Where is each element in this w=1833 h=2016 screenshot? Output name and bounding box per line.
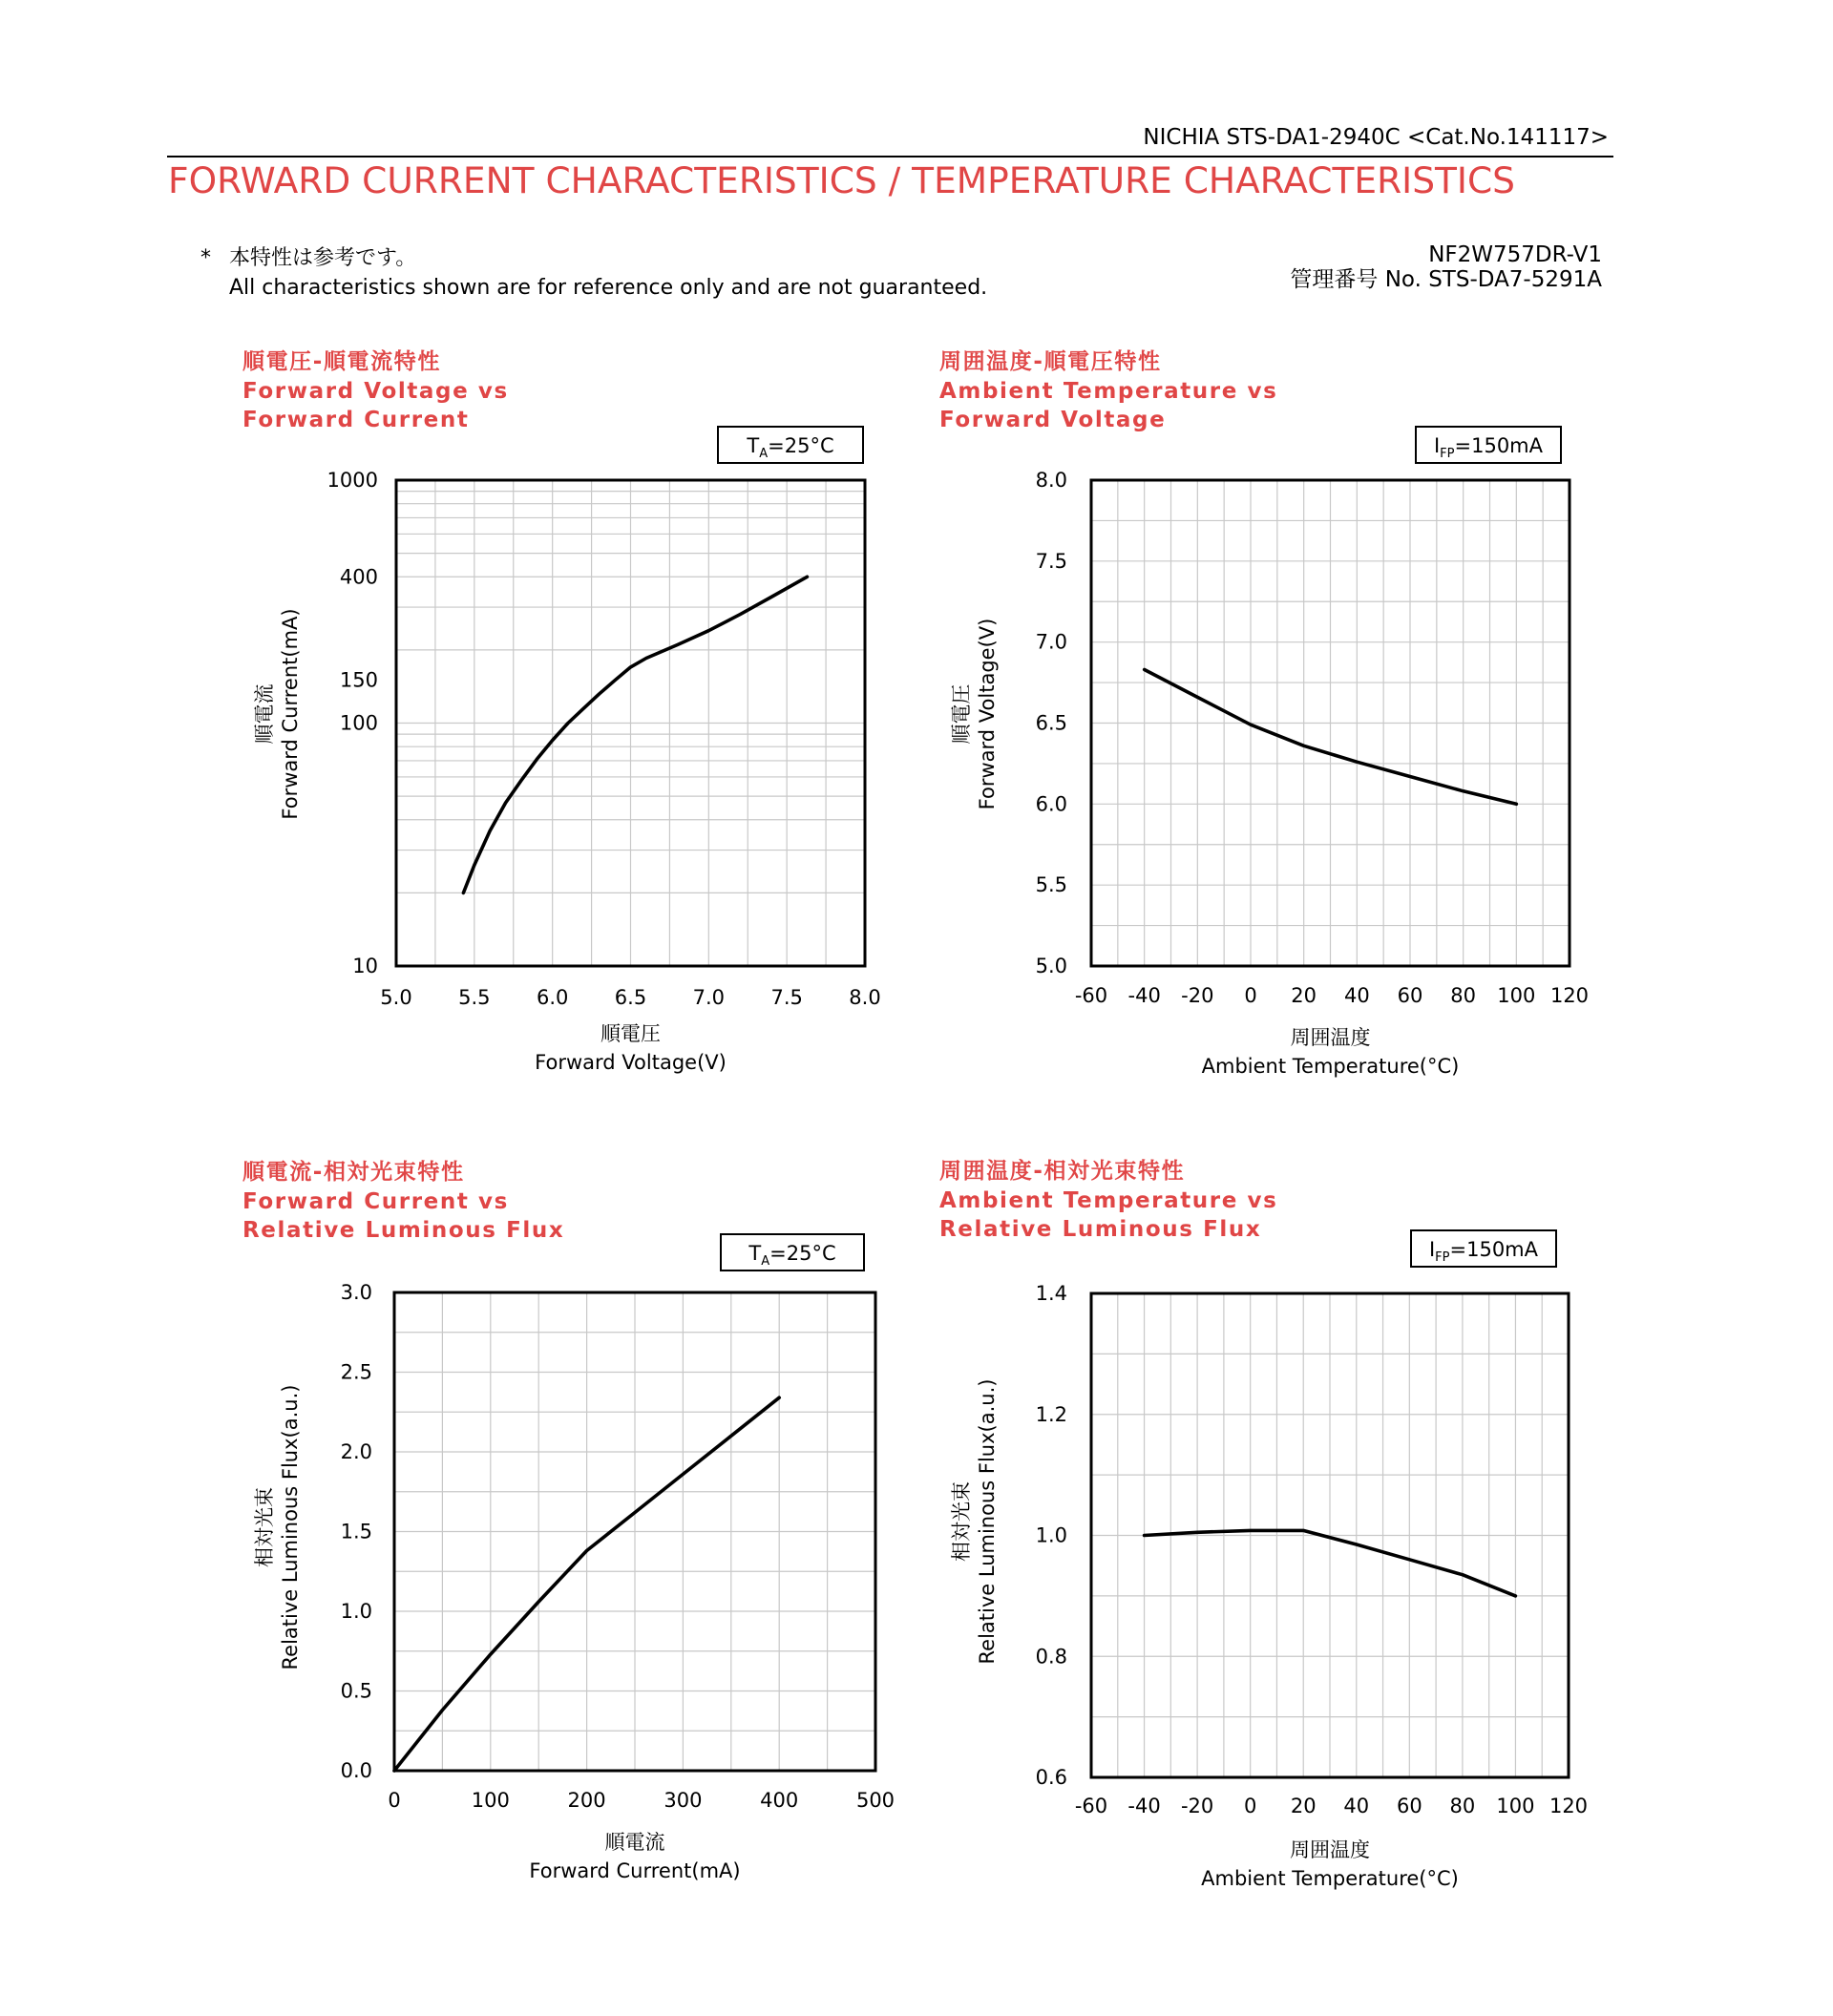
- x-tick-label: 5.5: [458, 986, 491, 1009]
- x-tick-label: 8.0: [849, 986, 881, 1009]
- x-tick-label: 7.0: [692, 986, 726, 1009]
- chart-ta-flux: [939, 1158, 1588, 1890]
- y-axis-label: Relative Luminous Flux(a.u.): [976, 1378, 999, 1665]
- part-number: NF2W757DR-V1: [1428, 242, 1602, 267]
- y-tick-label: 7.0: [1035, 630, 1067, 654]
- x-tick-label: -20: [1180, 1795, 1214, 1817]
- grid-lines: [1091, 480, 1570, 966]
- note-asterisk: *: [200, 246, 211, 270]
- chart-title-jp: 順電流-相対光束特性: [242, 1160, 465, 1185]
- doc-reference: NICHIA STS-DA1-2940C <Cat.No.141117>: [1143, 125, 1609, 150]
- y-tick-label: 5.5: [1035, 873, 1067, 897]
- y-axis-label-jp: 順電流: [253, 683, 276, 745]
- x-tick-label: 0: [1244, 984, 1257, 1007]
- y-tick-label: 2.0: [340, 1440, 372, 1463]
- condition-label: $I_{FP}=150mA$: [1433, 434, 1544, 461]
- y-axis-label-jp: 相対光束: [253, 1487, 276, 1567]
- x-tick-label: 100: [471, 1789, 510, 1812]
- y-tick-label: 0.6: [1035, 1766, 1067, 1789]
- chart-title-en-1: Forward Current vs: [242, 1189, 509, 1214]
- x-tick-label: 6.5: [614, 986, 647, 1009]
- x-axis-label-jp: 周囲温度: [1290, 1838, 1370, 1861]
- y-tick-label: 6.0: [1035, 792, 1067, 816]
- y-tick-label: 1000: [327, 469, 378, 492]
- chart-ta-vf: [939, 348, 1589, 1078]
- chart-title-en-2: Forward Voltage: [939, 408, 1167, 432]
- x-tick-label: -20: [1181, 984, 1214, 1007]
- chart-title-en-1: Ambient Temperature vs: [939, 379, 1278, 404]
- y-axis-label-jp: 相対光束: [950, 1481, 973, 1562]
- y-tick-label: 1.0: [340, 1600, 372, 1623]
- chart-if-flux: [242, 1159, 895, 1882]
- x-tick-label: 7.5: [770, 986, 803, 1009]
- y-axis-label: Forward Voltage(V): [976, 618, 999, 810]
- y-tick-label: 7.5: [1035, 549, 1067, 573]
- y-tick-label: 8.0: [1035, 469, 1067, 492]
- x-tick-label: -60: [1074, 984, 1108, 1007]
- series-line: [463, 577, 807, 892]
- x-tick-label: 60: [1396, 1795, 1422, 1817]
- x-tick-label: 120: [1549, 984, 1590, 1007]
- page-title: FORWARD CURRENT CHARACTERISTICS / TEMPERATURE CHARACTERISTICS: [168, 159, 1515, 201]
- x-axis-label: Forward Voltage(V): [535, 1051, 727, 1074]
- note-jp: 本特性は参考です。: [229, 246, 417, 270]
- chart-title-en-1: Ambient Temperature vs: [939, 1188, 1278, 1213]
- y-tick-label: 100: [339, 711, 378, 735]
- x-tick-label: 6.0: [536, 986, 569, 1009]
- grid-lines: [396, 480, 865, 966]
- chart-title-jp: 周囲温度-相対光束特性: [939, 1159, 1186, 1184]
- charts-layer: [242, 348, 1589, 1890]
- x-tick-label: 80: [1450, 984, 1477, 1007]
- x-tick-label: 60: [1397, 984, 1423, 1007]
- x-tick-label: 400: [760, 1789, 799, 1812]
- condition-label: $T_A=25^\circ C$: [748, 1242, 836, 1269]
- x-axis-label: Ambient Temperature(°C): [1201, 1055, 1460, 1078]
- condition-label: $T_A=25^\circ C$: [747, 434, 834, 461]
- y-tick-label: 2.5: [340, 1360, 372, 1384]
- y-tick-label: 5.0: [1035, 955, 1067, 977]
- x-tick-label: 80: [1449, 1795, 1476, 1817]
- y-axis-label-jp: 順電圧: [950, 683, 973, 745]
- condition-label: $I_{FP}=150mA$: [1428, 1238, 1539, 1265]
- chart-vf-if: [242, 348, 881, 1074]
- x-tick-label: -60: [1074, 1795, 1108, 1817]
- chart-title-en-1: Forward Voltage vs: [242, 379, 509, 404]
- y-tick-label: 10: [352, 955, 378, 977]
- chart-title-jp: 周囲温度-順電圧特性: [939, 349, 1162, 374]
- y-tick-label: 1.5: [340, 1520, 372, 1544]
- x-axis-label-jp: 周囲温度: [1290, 1026, 1371, 1049]
- x-tick-label: 40: [1343, 1795, 1370, 1817]
- chart-title-en-2: Forward Current: [242, 408, 470, 432]
- y-axis-label: Forward Current(mA): [279, 608, 302, 820]
- y-tick-label: 0.5: [340, 1679, 372, 1703]
- x-tick-label: 120: [1549, 1795, 1589, 1817]
- y-axis-label: Relative Luminous Flux(a.u.): [279, 1384, 302, 1670]
- x-axis-label: Forward Current(mA): [529, 1859, 741, 1882]
- x-tick-label: 20: [1291, 984, 1317, 1007]
- y-tick-label: 0.8: [1035, 1645, 1067, 1669]
- y-tick-label: 1.2: [1035, 1402, 1067, 1426]
- x-axis-label: Ambient Temperature(°C): [1201, 1867, 1459, 1890]
- x-axis-label-jp: 順電流: [604, 1831, 665, 1854]
- x-axis-label-jp: 順電圧: [600, 1022, 661, 1045]
- y-tick-label: 400: [339, 565, 378, 589]
- x-tick-label: 100: [1496, 1795, 1535, 1817]
- note-en: All characteristics shown are for reference only and are not guaranteed.: [229, 276, 988, 300]
- x-tick-label: 0: [388, 1789, 401, 1812]
- x-tick-label: 5.0: [380, 986, 412, 1009]
- y-tick-label: 1.4: [1035, 1282, 1067, 1305]
- y-tick-label: 1.0: [1035, 1523, 1067, 1547]
- chart-title-jp: 順電圧-順電流特性: [242, 349, 441, 374]
- y-tick-label: 0.0: [340, 1759, 372, 1782]
- x-tick-label: -40: [1127, 1795, 1161, 1817]
- chart-title-en-2: Relative Luminous Flux: [939, 1217, 1262, 1242]
- x-tick-label: 100: [1497, 984, 1536, 1007]
- x-tick-label: 500: [855, 1789, 895, 1812]
- x-tick-label: 40: [1343, 984, 1370, 1007]
- x-tick-label: -40: [1127, 984, 1161, 1007]
- y-tick-label: 6.5: [1035, 711, 1067, 735]
- grid-lines: [394, 1292, 875, 1771]
- chart-title-en-2: Relative Luminous Flux: [242, 1218, 565, 1243]
- x-tick-label: 200: [567, 1789, 606, 1812]
- x-tick-label: 20: [1290, 1795, 1317, 1817]
- control-number: 管理番号 No. STS-DA7-5291A: [1290, 267, 1602, 292]
- x-tick-label: 300: [664, 1789, 703, 1812]
- y-tick-label: 150: [339, 668, 378, 692]
- y-tick-label: 3.0: [340, 1281, 372, 1304]
- x-tick-label: 0: [1243, 1795, 1257, 1817]
